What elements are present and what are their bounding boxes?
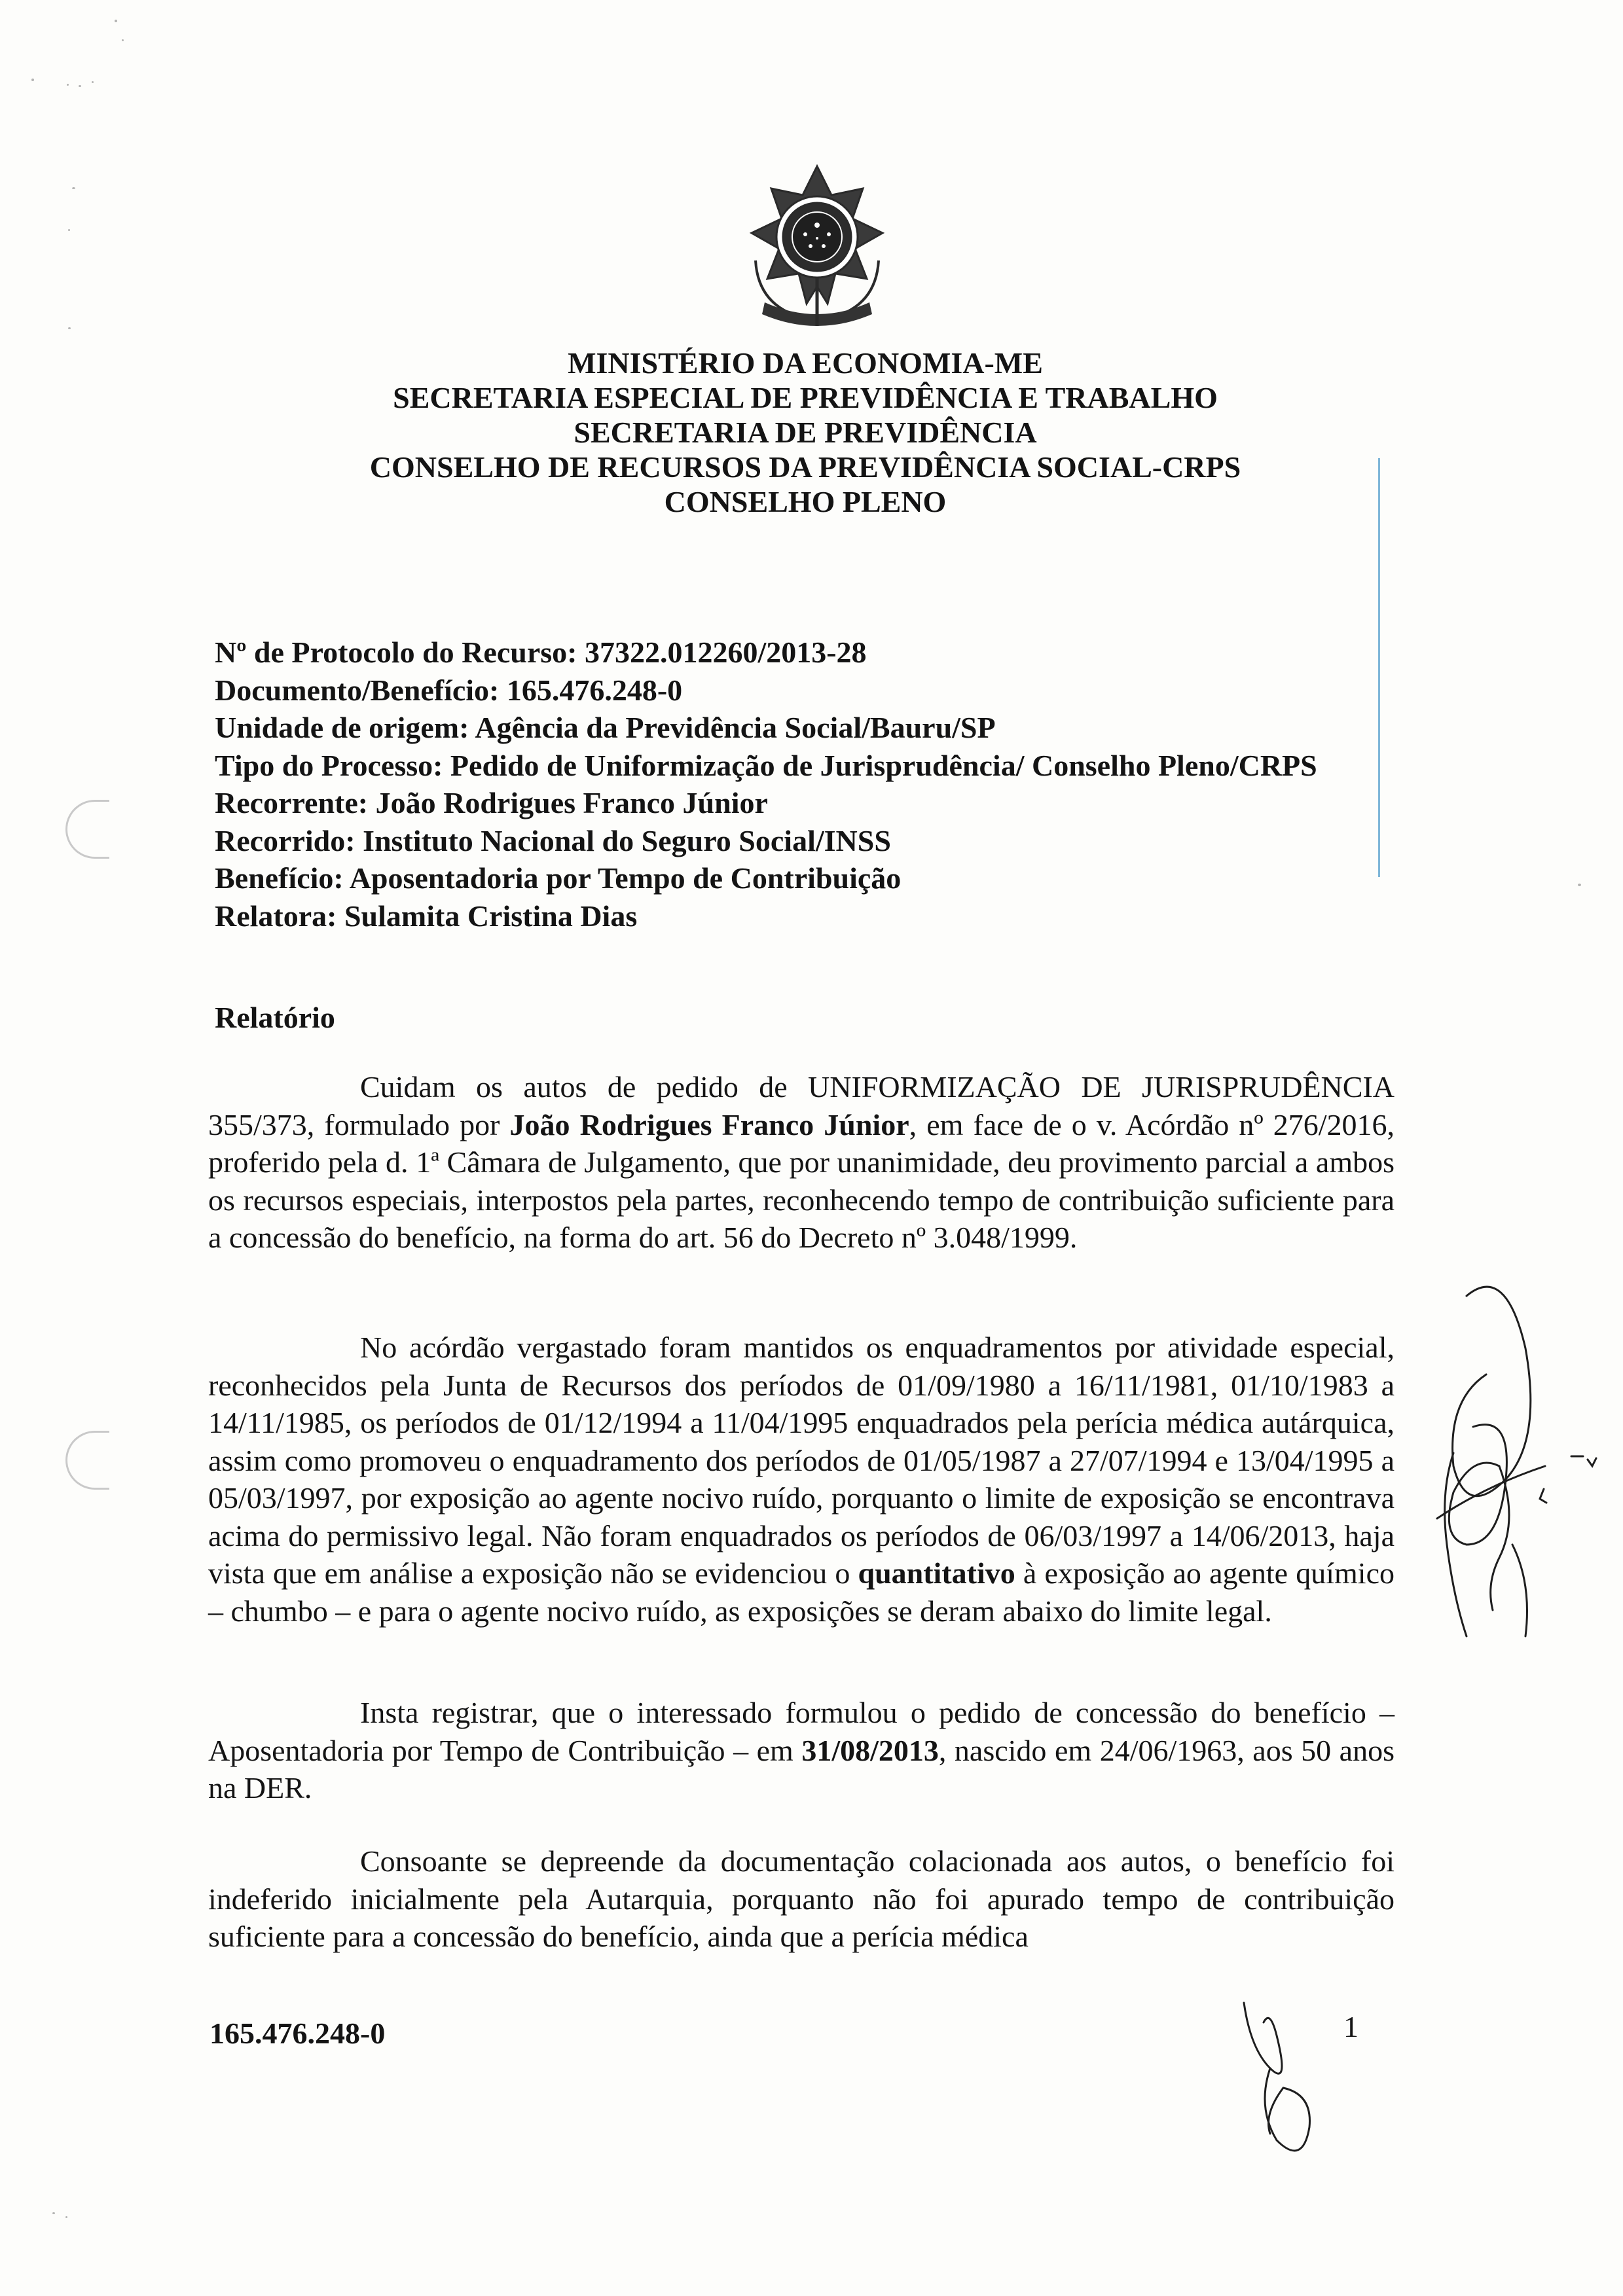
scan-speck: [72, 187, 75, 189]
protocol-number: Nº de Protocolo do Recurso: 37322.012260/2013-28: [215, 636, 867, 669]
paragraph-1-appellant-name: João Rodrigues Franco Júnior: [509, 1107, 909, 1141]
brazil-coat-of-arms-icon: [732, 162, 902, 335]
header-council: CONSELHO DE RECURSOS DA PREVIDÊNCIA SOCIAL-CRPS: [369, 450, 1241, 484]
origin-unit: Unidade de origem: Agência da Previdência Social/Bauru/SP: [215, 711, 996, 744]
benefit-type: Benefício: Aposentadoria por Tempo de Contribuição: [215, 861, 902, 895]
paragraph-4-text-a: Consoante se depreende da documentação colacionada aos autos, o benefício foi indeferido inicialmente pela Autarquia, porquanto não foi apurado tempo de contribuição suficiente para a concessão do benefício, ainda que a perícia médica: [208, 1844, 1395, 1953]
appellant: Recorrente: João Rodrigues Franco Júnior: [215, 786, 768, 819]
paragraph-1-text-c: , em face de o v. Acórdão nº 276/2016, proferido pela d. 1ª Câmara de Julgamento, que por unanimidade, deu provimento parcial a ambos os recursos especiais, interpostos pela partes, reconhecendo tempo de contribuição suficiente para a concessão do benefício, na forma do art. 56 do Decreto nº 3.048/1999.: [208, 1107, 1395, 1254]
header-special-secretariat: SECRETARIA ESPECIAL DE PREVIDÊNCIA E TRABALHO: [393, 381, 1218, 414]
paragraph-2: [208, 1329, 1395, 1630]
document-header: [249, 346, 1362, 519]
paragraph-2-emphasis: quantitativo: [858, 1556, 1015, 1590]
scan-speck: [79, 85, 81, 87]
rapporteur: Relatora: Sulamita Cristina Dias: [215, 899, 638, 933]
section-title: Relatório: [215, 1001, 335, 1034]
scan-speck: [67, 84, 69, 86]
header-plenary: CONSELHO PLENO: [664, 485, 947, 518]
appellee: Recorrido: Instituto Nacional do Seguro Social/INSS: [215, 823, 891, 857]
scan-speck: [1578, 884, 1581, 886]
paragraph-2-text-c: à exposição ao agente químico – chumbo – e para o agente nocivo ruído, as exposições se deram abaixo do limite legal.: [208, 1556, 1395, 1628]
document-benefit: Documento/Benefício: 165.476.248-0: [215, 673, 683, 707]
case-metadata: [215, 634, 1459, 935]
paragraph-3-text-a: Insta registrar, que o interessado formulou o pedido de concessão do benefício – Aposentadoria por Tempo de Contribuição – em: [208, 1696, 1395, 1767]
scan-speck: [115, 20, 117, 22]
scan-speck: [52, 2212, 55, 2214]
paragraph-1-text-a: Cuidam os autos de pedido de UNIFORMIZAÇÃO DE JURISPRUDÊNCIA 355/373, formulado por: [208, 1070, 1395, 1141]
scan-speck: [65, 2216, 67, 2218]
paragraph-3-text-c: , nascido em 24/06/1963, aos 50 anos na DER.: [208, 1733, 1395, 1804]
page-number: 1: [1343, 2010, 1359, 2043]
scan-speck: [68, 327, 71, 329]
footer-initials: [1231, 1996, 1329, 2166]
punch-hole-mark: [65, 1431, 109, 1490]
header-secretariat: SECRETARIA DE PREVIDÊNCIA: [574, 416, 1037, 449]
scan-speck: [68, 229, 70, 231]
scan-speck: [31, 79, 34, 81]
scan-speck: [122, 39, 124, 41]
scan-speck: [92, 81, 94, 83]
paragraph-2-text-a: No acórdão vergastado foram mantidos os enquadramentos por atividade especial, reconhecidos pela Junta de Recursos dos períodos de 01/09/1980 a 16/11/1981, 01/10/1983 a 14/11/1985, os períodos de 01/12/1994 a 11/04/1995 enquadrados pela perícia médica autárquica, assim como promoveu o enquadramento dos períodos de 01/05/1987 a 27/07/1994 e 13/04/1995 a 05/03/1997, por exposição ao agente nocivo ruído, porquanto o limite de exposição se encontrava acima do permissivo legal. Não foram enquadrados os períodos de 06/03/1997 a 14/06/2013, haja vista que em análise a exposição não se evidenciou o: [208, 1331, 1395, 1590]
footer-document-id: 165.476.248-0: [210, 2017, 386, 2050]
process-type: Tipo do Processo: Pedido de Uniformização de Jurisprudência/ Conselho Pleno/CRPS: [215, 748, 1317, 782]
paragraph-4: [208, 1842, 1395, 1956]
punch-hole-mark: [65, 800, 109, 859]
margin-signature: [1427, 1270, 1597, 1676]
paragraph-1: [208, 1068, 1395, 1257]
paragraph-3-date: 31/08/2013: [801, 1733, 939, 1767]
paragraph-3: [208, 1694, 1395, 1807]
header-ministry: MINISTÉRIO DA ECONOMIA-ME: [568, 346, 1043, 380]
